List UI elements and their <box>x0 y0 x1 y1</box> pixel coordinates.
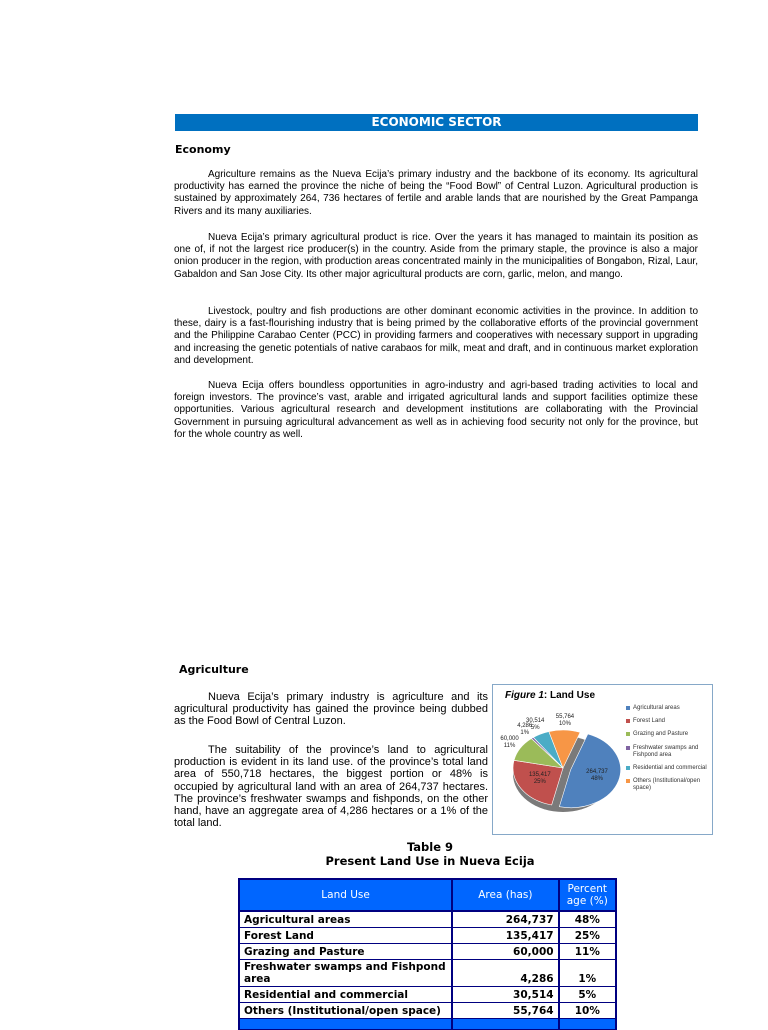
legend-swatch <box>626 746 630 750</box>
pie-percent-label: 5% <box>530 725 540 732</box>
cell-percent: 5% <box>559 987 616 1003</box>
table-row <box>239 928 616 944</box>
pie-label-others <box>550 714 580 728</box>
header-percentage: Percent age (%) <box>559 879 616 911</box>
pie-percent-label: 10% <box>558 720 571 727</box>
legend-label: Residential and commercial <box>633 765 707 772</box>
land-use-figure <box>492 684 713 835</box>
pie-value-label: 264,737 <box>586 768 608 775</box>
legend-swatch <box>626 732 630 736</box>
cell-total-empty <box>239 1019 452 1030</box>
cell-percent: 48% <box>559 911 616 928</box>
pie-value-label: 4,286 <box>517 723 533 730</box>
table-row <box>239 944 616 960</box>
legend-item-forest <box>626 718 714 725</box>
agriculture-paragraph-1: Nueva Ecija’s primary industry is agriculture and its agricultural productivity has gained the province being dubbed as the Food Bowl of Central Luzon. <box>174 691 488 728</box>
legend-label: Others (Institutional/open space) <box>633 778 701 792</box>
figure-title-text: : Land Use <box>543 690 596 701</box>
cell-area: 55,764 <box>452 1003 558 1019</box>
pie-percent-label: 11% <box>503 743 516 750</box>
table-caption-title: Present Land Use in Nueva Ecija <box>325 854 535 868</box>
section-banner: ECONOMIC SECTOR <box>175 114 698 131</box>
land-use-table <box>238 878 617 1030</box>
cell-land-use: Residential and commercial <box>239 987 452 1003</box>
cell-land-use: Others (Institutional/open space) <box>239 1003 452 1019</box>
agriculture-paragraph-2: The suitability of the province’s land to agricultural production is evident in its land use. of the province’s total land area of 550,718 hectares, the biggest portion or 48% is occupied by agricultural land with an area of 264,737 hectares. The province’s freshwater swamps and fishponds, on the other hand, have an aggregate area of 4,286 hectares or a 1% of the total land. <box>174 744 488 830</box>
cell-percent: 1% <box>559 960 616 987</box>
legend-item-freshwater <box>626 745 714 759</box>
cell-area: 135,417 <box>452 928 558 944</box>
cell-land-use: Freshwater swamps and Fishpond area <box>239 960 452 987</box>
legend-label: Agricultural areas <box>633 705 680 711</box>
agriculture-heading: Agriculture <box>179 663 249 676</box>
cell-percent: 11% <box>559 944 616 960</box>
table-row <box>239 987 616 1003</box>
economy-heading: Economy <box>175 143 231 156</box>
legend-label: Freshwater swamps and Fishpond area <box>633 744 699 758</box>
cell-percent: 10% <box>559 1003 616 1019</box>
cell-area: 30,514 <box>452 987 558 1003</box>
pie-value-label: 60,000 <box>500 736 519 743</box>
legend-label: Forest Land <box>633 718 666 725</box>
pie-percent-label: 25% <box>533 779 546 786</box>
pie-label-grazing <box>495 736 525 750</box>
table-row <box>239 1003 616 1019</box>
cell-land-use: Grazing and Pasture <box>239 944 452 960</box>
legend-item-agricultural <box>626 705 714 712</box>
cell-area: 4,286 <box>452 960 558 987</box>
table-header-row <box>239 879 616 911</box>
table-total-row <box>239 1019 616 1030</box>
pie-legend <box>626 705 714 799</box>
legend-swatch <box>626 719 630 723</box>
pie-percent-label: 48% <box>591 775 604 782</box>
economy-paragraph-3: Livestock, poultry and fish productions are other dominant economic activities in the province. In addition to these, dairy is a fast-flourishing industry that is being primed by the collaborative efforts of the provincial government and the Philippine Carabao Center (PCC) in providing farmers and cooperatives with necessary support in upgrading and increasing the genetic potentials of native carabaos for milk, meat and draft, and in continuous market exploration and development. <box>174 306 698 366</box>
cell-total-empty <box>559 1019 616 1030</box>
pie-label-agricultural <box>582 769 612 783</box>
cell-land-use: Forest Land <box>239 928 452 944</box>
cell-area: 264,737 <box>452 911 558 928</box>
legend-swatch <box>626 779 630 783</box>
legend-label: Grazing and Pasture <box>633 731 689 738</box>
economy-paragraph-1: Agriculture remains as the Nueva Ecija’s primary industry and the backbone of its economy. Its agricultural productivity has earned the province the niche of being the “Food Bowl” of Central Luzon. Agricultural production is sustained by approximately 264, 736 hectares of fertile and arable lands that are nourished by the Great Pampanga Rivers and its many auxiliaries. <box>174 169 698 217</box>
pie-value-label: 135,417 <box>528 772 551 779</box>
legend-swatch <box>626 766 630 770</box>
cell-total-empty <box>452 1019 558 1030</box>
table-row <box>239 960 616 987</box>
legend-item-grazing <box>626 731 714 738</box>
cell-area: 60,000 <box>452 944 558 960</box>
table-row <box>239 911 616 928</box>
legend-item-residential <box>626 765 714 772</box>
table-caption-number: Table 9 <box>406 840 454 854</box>
pie-label-forest <box>525 772 555 786</box>
cell-land-use: Agricultural areas <box>239 911 452 928</box>
pie-label-residential <box>520 718 550 732</box>
pie-value-label: 55,764 <box>555 713 575 720</box>
economy-paragraph-2: Nueva Ecija’s primary agricultural product is rice. Over the years it has managed to maintain its position as one of, if not the largest rice producer(s) in the country. Aside from the primary staple, the province is also a major onion producer in the region, with production areas concentrated mainly in the municipalities of Bongabon, Rizal, Laur, Gabaldon and San Jose City. Its other major agricultural products are corn, garlic, melon, and mango. <box>174 232 698 280</box>
pie-value-label: 30,514 <box>526 718 545 725</box>
figure-label: Figure 1 <box>505 690 544 701</box>
pie-percent-label: 1% <box>520 730 530 737</box>
legend-item-others <box>626 778 714 792</box>
header-area: Area (has) <box>452 879 558 911</box>
economy-paragraph-4: Nueva Ecija offers boundless opportunities in agro-industry and agri-based trading activities to local and foreign investors. The province’s vast, arable and irrigated agricultural lands and support facilities optimize these opportunities. Various agricultural research and development institutions are collaborating with the Provincial Government in pursuing agricultural advancement as well as in achieving food security not only for the province, but for the whole country as well. <box>174 380 698 440</box>
cell-percent: 25% <box>559 928 616 944</box>
legend-swatch <box>626 706 630 710</box>
header-land-use: Land Use <box>239 879 452 911</box>
